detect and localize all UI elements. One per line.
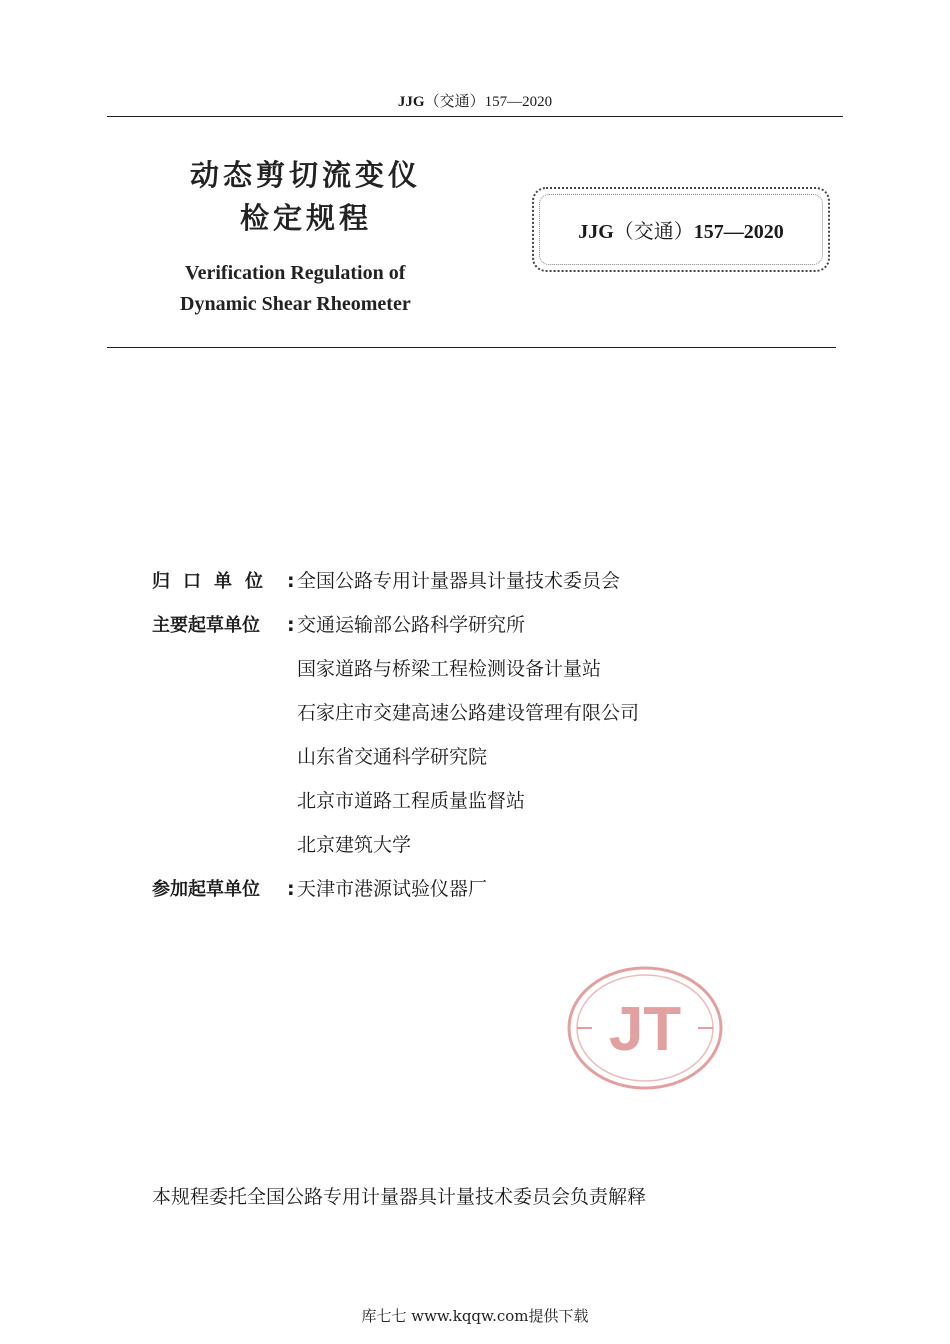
- main-drafting-unit: 交通运输部公路科学研究所: [297, 614, 526, 636]
- jt-logo: [566, 965, 724, 1091]
- main-drafting-unit: 北京建筑大学: [297, 834, 412, 856]
- title-english-line2: Dynamic Shear Rheometer: [180, 293, 411, 315]
- download-credit: 库七七 www.kqqw.com提供下载: [361, 1307, 589, 1325]
- main-drafting-unit: 石家庄市交建高速公路建设管理有限公司: [297, 702, 640, 724]
- main-drafting-unit: 国家道路与桥梁工程检测设备计量站: [297, 658, 602, 680]
- main-drafting-row: [152, 610, 525, 637]
- interpretation-note: 本规程委托全国公路专用计量器具计量技术委员会负责解释: [152, 1186, 647, 1208]
- title-english-line1: Verification Regulation of: [185, 262, 406, 284]
- responsible-unit-row: [152, 566, 620, 593]
- title-chinese-line2: 检定规程: [240, 201, 373, 235]
- colon: :: [287, 570, 295, 592]
- logo-text: JT: [608, 995, 682, 1064]
- participating-unit-value: 天津市港源试验仪器厂: [297, 878, 488, 900]
- responsible-unit-value: 全国公路专用计量器具计量技术委员会: [297, 570, 621, 592]
- title-chinese-line1: 动态剪切流变仪: [190, 158, 422, 192]
- colon: :: [287, 878, 295, 900]
- header-standard-code: [0, 90, 950, 111]
- title-divider: [107, 347, 836, 348]
- code-box-number: 157—2020: [693, 221, 784, 243]
- code-box-org: （交通）: [613, 221, 694, 243]
- header-code-org: （交通）: [424, 94, 485, 110]
- colon: :: [287, 614, 295, 636]
- header-code-number: 157—2020: [484, 94, 553, 110]
- participating-unit-row: [152, 874, 487, 901]
- code-box-prefix: JJG: [578, 221, 614, 243]
- main-drafting-unit: 北京市道路工程质量监督站: [297, 790, 526, 812]
- main-drafting-unit: 山东省交通科学研究院: [297, 746, 488, 768]
- responsible-unit-label: 归口单位: [152, 571, 276, 592]
- header-divider: [107, 116, 843, 117]
- standard-code-box: [532, 187, 830, 272]
- header-code-prefix: JJG: [397, 94, 425, 110]
- code-box-text: [578, 215, 784, 244]
- main-drafting-label: 主要起草单位: [152, 615, 260, 636]
- participating-unit-label: 参加起草单位: [152, 879, 260, 900]
